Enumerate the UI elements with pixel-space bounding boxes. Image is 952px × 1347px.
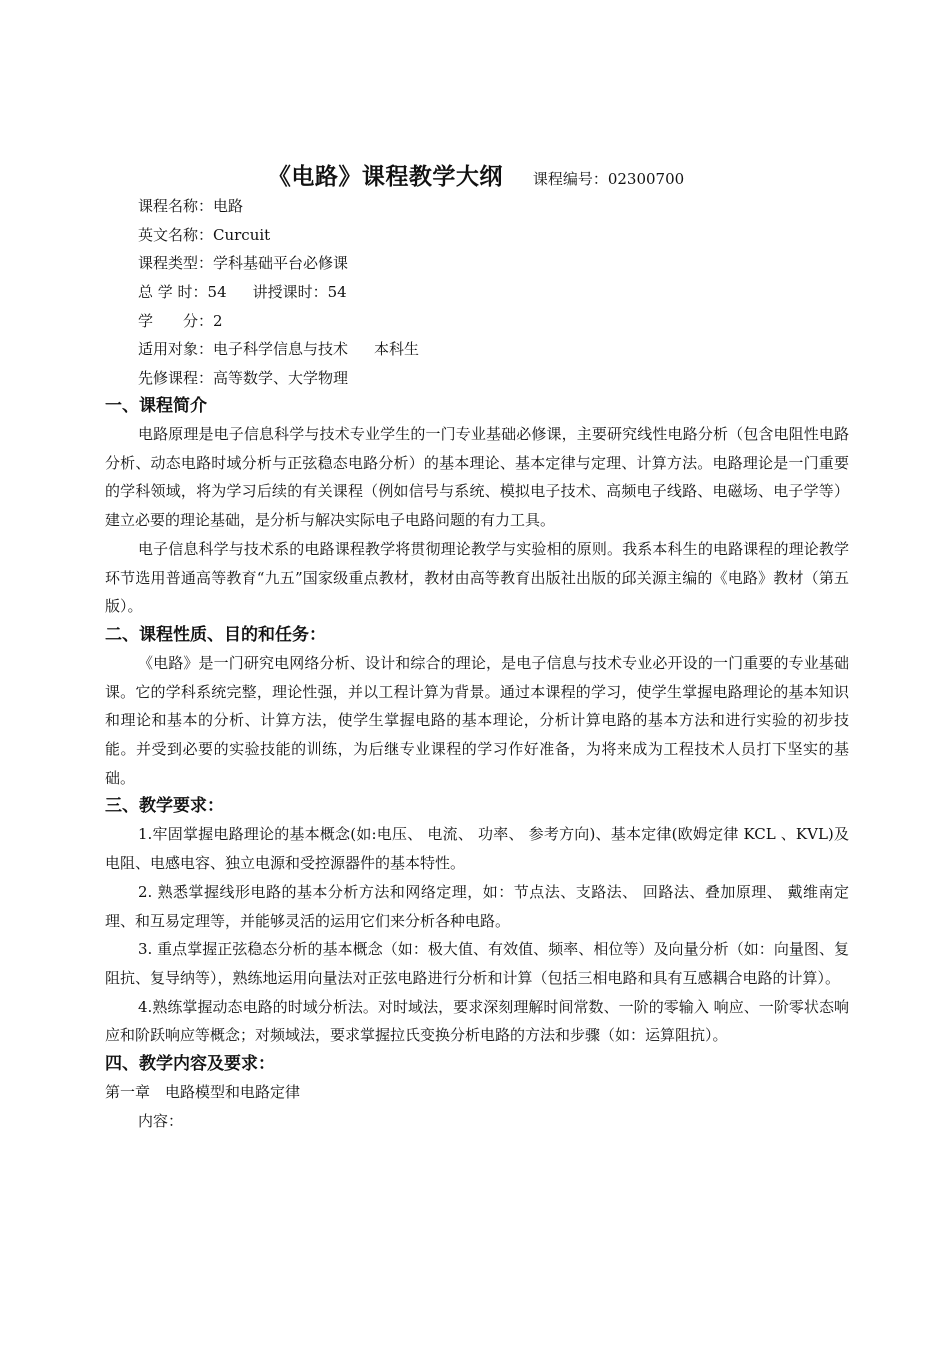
- document-body: [105, 392, 849, 1135]
- course-code: 课程编号：02300700: [532, 170, 685, 188]
- content-label: 内容：: [138, 1111, 184, 1130]
- title-row: [0, 158, 952, 191]
- intro-paragraph-1: 电路原理是电子信息科学与技术专业学生的一门专业基础必修课，主要研究线性电路分析（包含电阻性电路分析、动态电路时域分析与正弦稳态电路分析）的基本理论、基本定律与定理、计算方法。电路理论是一门重要的学科领域，将为学习后续的有关课程（例如信号与系统、模拟电子技术、高频电子线路、电磁场、电子学等）建立必要的理论基础，是分析与解决实际电子电路问题的有力工具。: [105, 425, 849, 530]
- requirement-item-4: 4.熟练掌握动态电路的时域分析法。对时域法，要求深刻理解时间常数、一阶的零输入 响应、一阶零状态响应和阶跃响应等概念；对频域法，要求掌握拉氏变换分析电路的方法和步骤（如：运算阻抗）。: [105, 997, 849, 1045]
- english-name: 英文名称：Curcuit: [138, 225, 271, 244]
- hours-line: [138, 278, 419, 307]
- nature-paragraph: 《电路》是一门研究电网络分析、设计和综合的理论，是电子信息与技术专业必开设的一门重要的专业基础课。它的学科系统完整，理论性强，并以工程计算为背景。通过本课程的学习，使学生掌握电路理论的基本知识和理论和基本的分析、计算方法，使学生掌握电路的基本理论，分析计算电路的基本方法和进行实验的初步技能。并受到必要的实验技能的训练，为后继专业课程的学习作好准备，为将来成为工程技术人员打下坚实的基础。: [105, 653, 849, 787]
- chapter-1-title: 第一章 电路模型和电路定律: [105, 1083, 301, 1102]
- section-heading-contents: 四、教学内容及要求：: [105, 1054, 275, 1075]
- section-heading-requirements: 三、教学要求：: [105, 796, 224, 817]
- section-heading-intro: 一、课程简介: [105, 396, 207, 416]
- intro-paragraph-2: 电子信息科学与技术系的电路课程教学将贯彻理论教学与实验相的原则。我系本科生的电路课程的理论教学环节选用普通高等教育“九五”国家级重点教材，教材由高等教育出版社出版的邱关源主编的《电路》教材（第五版）。: [105, 539, 849, 616]
- audience: 适用对象：电子科学信息与技术: [138, 340, 349, 359]
- course-type: 课程类型：学科基础平台必修课: [138, 254, 349, 273]
- level: 本科生: [374, 340, 420, 359]
- requirement-item-2: 2. 熟悉掌握线形电路的基本分析方法和网络定理，如：节点法、支路法、 回路法、叠加原理、 戴维南定理、和互易定理等，并能够灵活的运用它们来分析各种电路。: [105, 882, 849, 930]
- section-heading-nature: 二、课程性质、目的和任务：: [105, 624, 326, 645]
- document-title: 《电路》课程教学大纲: [267, 164, 503, 190]
- total-hours: 总 学 时：54: [138, 283, 227, 302]
- requirement-item-1: 1.牢固掌握电路理论的基本概念(如:电压、 电流、 功率、 参考方向)、基本定律(欧姆定律 KCL 、KVL)及电阻、电感电容、独立电源和受控源器件的基本特性。: [105, 825, 849, 873]
- course-name: 课程名称：电路: [138, 197, 244, 215]
- prerequisites: 先修课程：高等数学、大学物理: [138, 369, 349, 388]
- credits: 学 分：2: [138, 311, 223, 330]
- course-meta: [138, 192, 419, 393]
- requirement-item-3: 3. 重点掌握正弦稳态分析的基本概念（如：极大值、有效值、频率、相位等）及向量分析（如：向量图、复阻抗、复导纳等），熟练地运用向量法对正弦电路进行分析和计算（包括三相电路和具有互感耦合电路的计算）。: [105, 940, 849, 987]
- lecture-hours: 讲授课时：54: [252, 283, 347, 302]
- audience-line: [138, 335, 419, 364]
